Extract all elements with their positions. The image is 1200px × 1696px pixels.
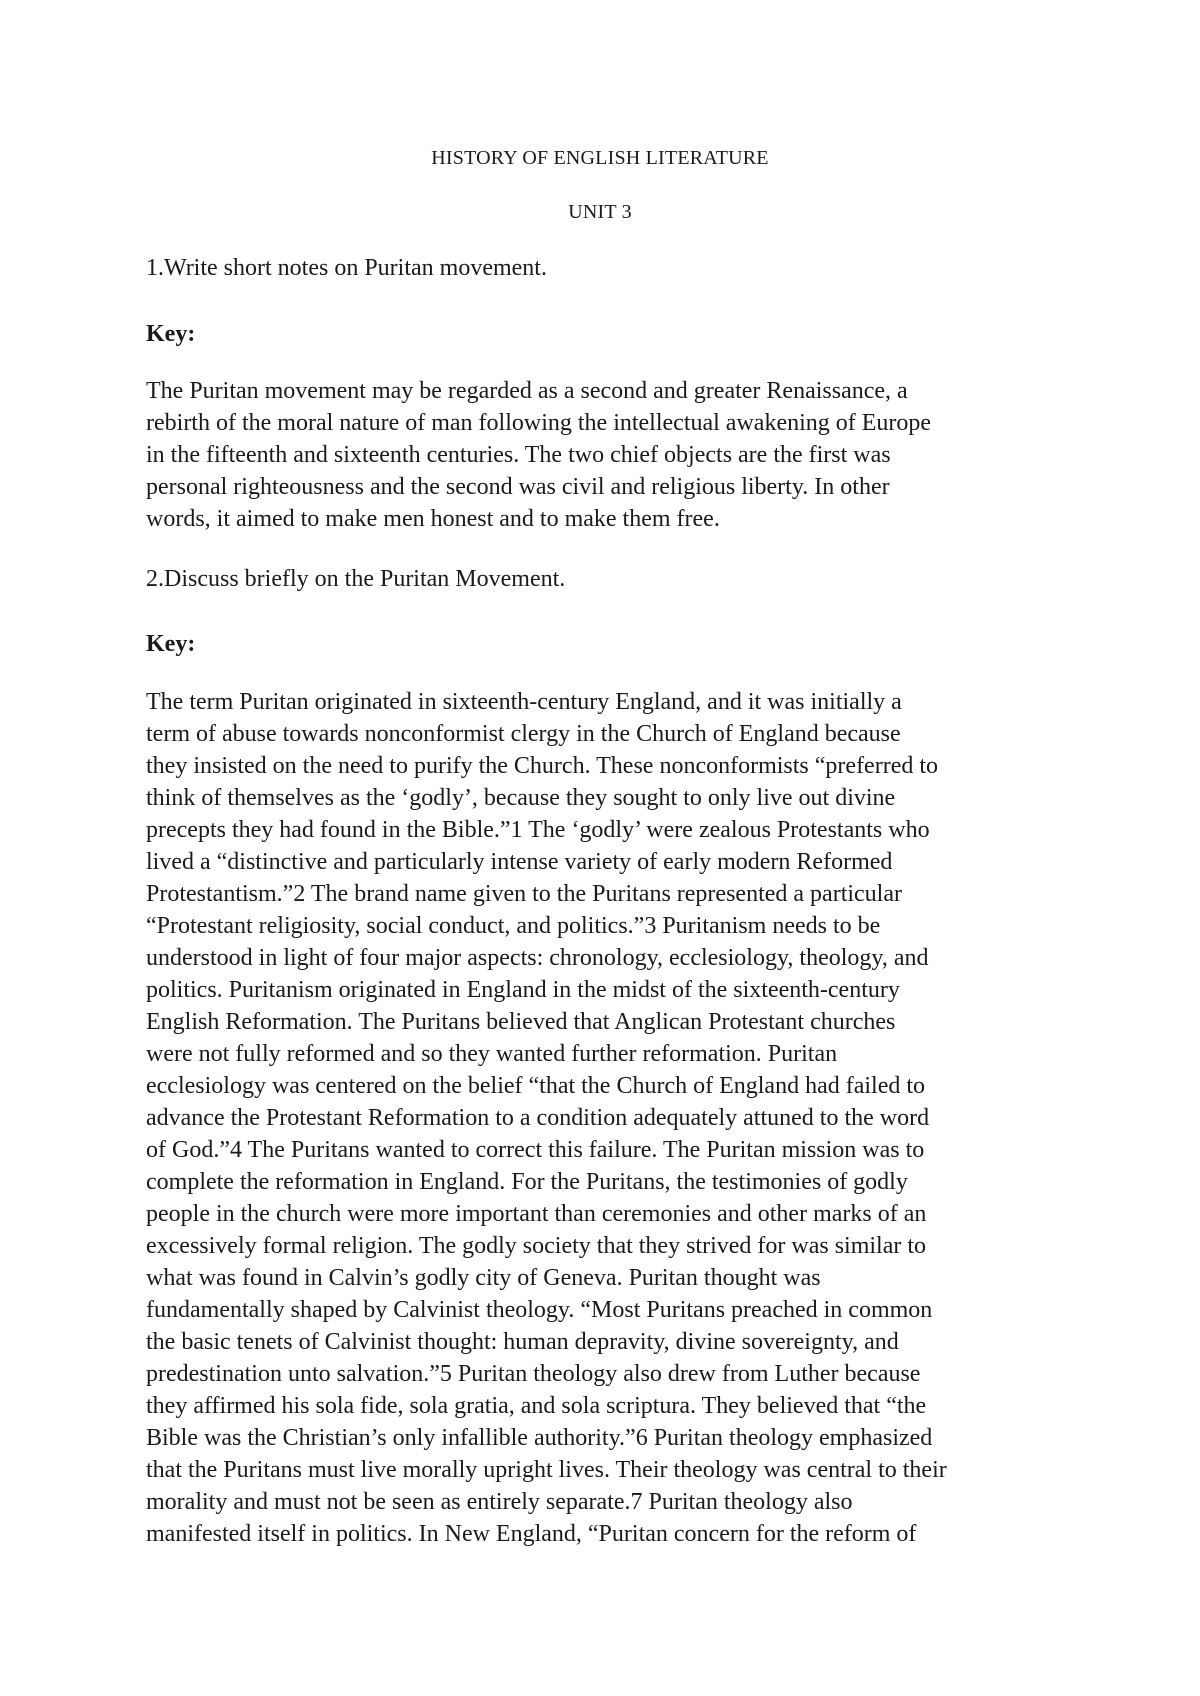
answer-paragraph-2 <box>146 686 1076 1550</box>
paragraph-line: The Puritan movement may be regarded as a second and greater Renaissance, a <box>146 378 908 404</box>
paragraph-line: lived a “distinctive and particularly intense variety of early modern Reformed <box>146 849 893 875</box>
paragraph-line: morality and must not be seen as entirely separate.7 Puritan theology also <box>146 1489 853 1515</box>
paragraph-line: ecclesiology was centered on the belief “that the Church of England had failed to <box>146 1073 926 1099</box>
paragraph-line: think of themselves as the ‘godly’, because they sought to only live out divine <box>146 785 896 811</box>
paragraph-line: personal righteousness and the second was civil and religious liberty. In other <box>146 474 890 500</box>
paragraph-line: term of abuse towards nonconformist clergy in the Church of England because <box>146 721 901 747</box>
paragraph-line: precepts they had found in the Bible.”1 The ‘godly’ were zealous Protestants who <box>146 817 930 843</box>
key-label-1: Key: <box>146 321 196 347</box>
question-2: 2.Discuss briefly on the Puritan Movement. <box>146 566 566 592</box>
paragraph-line: people in the church were more important than ceremonies and other marks of an <box>146 1201 927 1227</box>
paragraph-line: complete the reformation in England. For the Puritans, the testimonies of godly <box>146 1169 908 1195</box>
unit-heading: UNIT 3 <box>568 201 632 223</box>
answer-paragraph-1 <box>146 375 1076 535</box>
paragraph-line: they affirmed his sola fide, sola gratia, and sola scriptura. They believed that “the <box>146 1393 927 1419</box>
paragraph-line: rebirth of the moral nature of man following the intellectual awakening of Europe <box>146 410 932 436</box>
paragraph-line: excessively formal religion. The godly society that they strived for was similar to <box>146 1233 927 1259</box>
paragraph-line: they insisted on the need to purify the Church. These nonconformists “preferred to <box>146 753 939 779</box>
paragraph-line: Protestantism.”2 The brand name given to the Puritans represented a particular <box>146 881 902 907</box>
question-1: 1.Write short notes on Puritan movement. <box>146 255 547 281</box>
paragraph-line: politics. Puritanism originated in England in the midst of the sixteenth-century <box>146 977 900 1003</box>
paragraph-line: “Protestant religiosity, social conduct, and politics.”3 Puritanism needs to be <box>146 913 881 939</box>
paragraph-line: Bible was the Christian’s only infallible authority.”6 Puritan theology emphasized <box>146 1425 933 1451</box>
paragraph-line: predestination unto salvation.”5 Puritan theology also drew from Luther because <box>146 1361 921 1387</box>
paragraph-line: English Reformation. The Puritans believed that Anglican Protestant churches <box>146 1009 896 1035</box>
paragraph-line: were not fully reformed and so they wanted further reformation. Puritan <box>146 1041 838 1067</box>
paragraph-line: in the fifteenth and sixteenth centuries. The two chief objects are the first was <box>146 442 891 468</box>
document-title: HISTORY OF ENGLISH LITERATURE <box>431 147 769 169</box>
paragraph-line: words, it aimed to make men honest and to make them free. <box>146 506 720 532</box>
paragraph-line: advance the Protestant Reformation to a condition adequately attuned to the word <box>146 1105 930 1131</box>
paragraph-line: the basic tenets of Calvinist thought: human depravity, divine sovereignty, and <box>146 1329 899 1355</box>
paragraph-line: what was found in Calvin’s godly city of Geneva. Puritan thought was <box>146 1265 821 1291</box>
paragraph-line: that the Puritans must live morally upright lives. Their theology was central to their <box>146 1457 947 1483</box>
paragraph-line: The term Puritan originated in sixteenth-century England, and it was initially a <box>146 689 902 715</box>
paragraph-line: of God.”4 The Puritans wanted to correct this failure. The Puritan mission was to <box>146 1137 925 1163</box>
paragraph-line: manifested itself in politics. In New England, “Puritan concern for the reform of <box>146 1521 917 1547</box>
paragraph-line: fundamentally shaped by Calvinist theology. “Most Puritans preached in common <box>146 1297 933 1323</box>
key-label-2: Key: <box>146 631 196 657</box>
paragraph-line: understood in light of four major aspects: chronology, ecclesiology, theology, and <box>146 945 929 971</box>
